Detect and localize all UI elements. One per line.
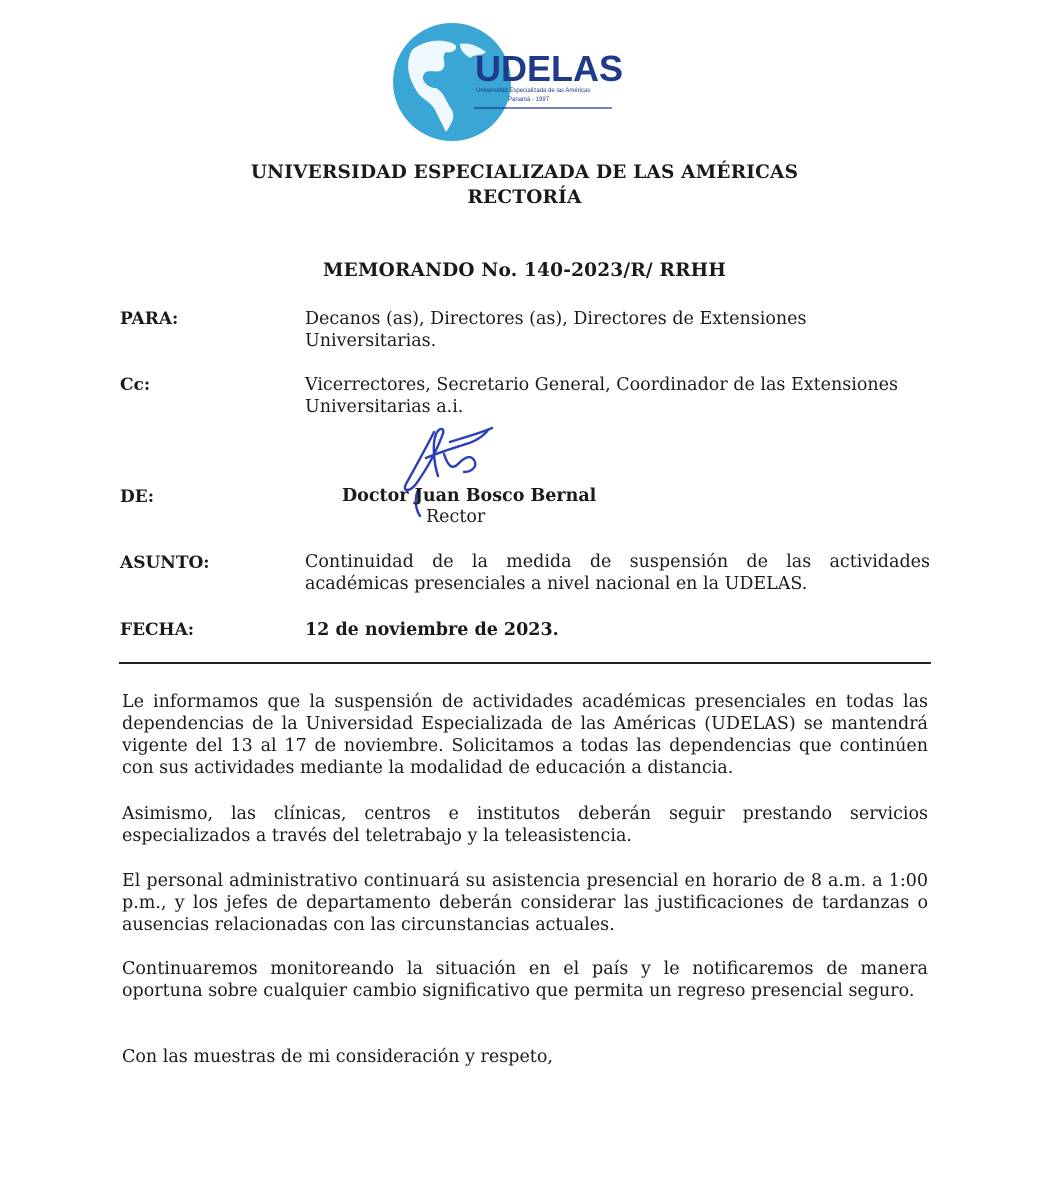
body-paragraph-1: Le informamos que la suspensión de actividades académicas presenciales en todas las dependencias de la Universidad Especializada de las Américas (UDELAS) se mantendrá vigente del 13 al 17 de noviembre. Solicitamos a todas las dependencias que continúen con sus actividades mediante la modalidad de educación a distancia. — [122, 692, 928, 778]
office-heading: RECTORÍA — [467, 187, 582, 208]
body-paragraph-2: Asimismo, las clínicas, centros e institutos deberán seguir prestando servicios especializados a través del teletrabajo y la teleasistencia. — [122, 804, 928, 846]
closing-line: Con las muestras de mi consideración y respeto, — [122, 1047, 553, 1067]
logo-wordmark: UDELAS — [475, 48, 624, 89]
cc-value: Vicerrectores, Secretario General, Coordinador de las Extensiones Universitarias a.i. — [305, 375, 898, 417]
body-paragraph-4: Continuaremos monitoreando la situación en el país y le notificaremos de manera oportuna sobre cualquier cambio significativo que permita un regreso presencial seguro. — [122, 959, 928, 1001]
body-paragraph-3: El personal administrativo continuará su asistencia presencial en horario de 8 a.m. a 1:00 p.m., y los jefes de departamento deberán considerar las justificaciones de tardanzas o ausencias relacionadas con las circunstancias actuales. — [122, 871, 928, 935]
sender-name: Doctor Juan Bosco Bernal — [342, 486, 597, 506]
sender-role: Rector — [426, 507, 486, 527]
logo-location-year: Panamá - 1997 — [508, 97, 550, 103]
para-label: PARA: — [120, 309, 179, 329]
asunto-value: Continuidad de la medida de suspensión de las actividades académicas presenciales a nivel nacional en la UDELAS. — [305, 552, 930, 594]
cc-label: Cc: — [120, 375, 151, 395]
memo-number: MEMORANDO No. 140-2023/R/ RRHH — [322, 260, 727, 281]
de-label: DE: — [120, 487, 154, 507]
divider — [119, 662, 931, 664]
fecha-label: FECHA: — [120, 620, 195, 640]
institution-heading: UNIVERSIDAD ESPECIALIZADA DE LAS AMÉRICAS — [250, 162, 799, 183]
fecha-value: 12 de noviembre de 2023. — [305, 620, 559, 640]
para-value: Decanos (as), Directores (as), Directores de Extensiones Universitarias. — [305, 309, 807, 351]
logo-subtitle: Universidad Especializada de las Américas — [476, 88, 591, 94]
asunto-label: ASUNTO: — [120, 553, 210, 573]
